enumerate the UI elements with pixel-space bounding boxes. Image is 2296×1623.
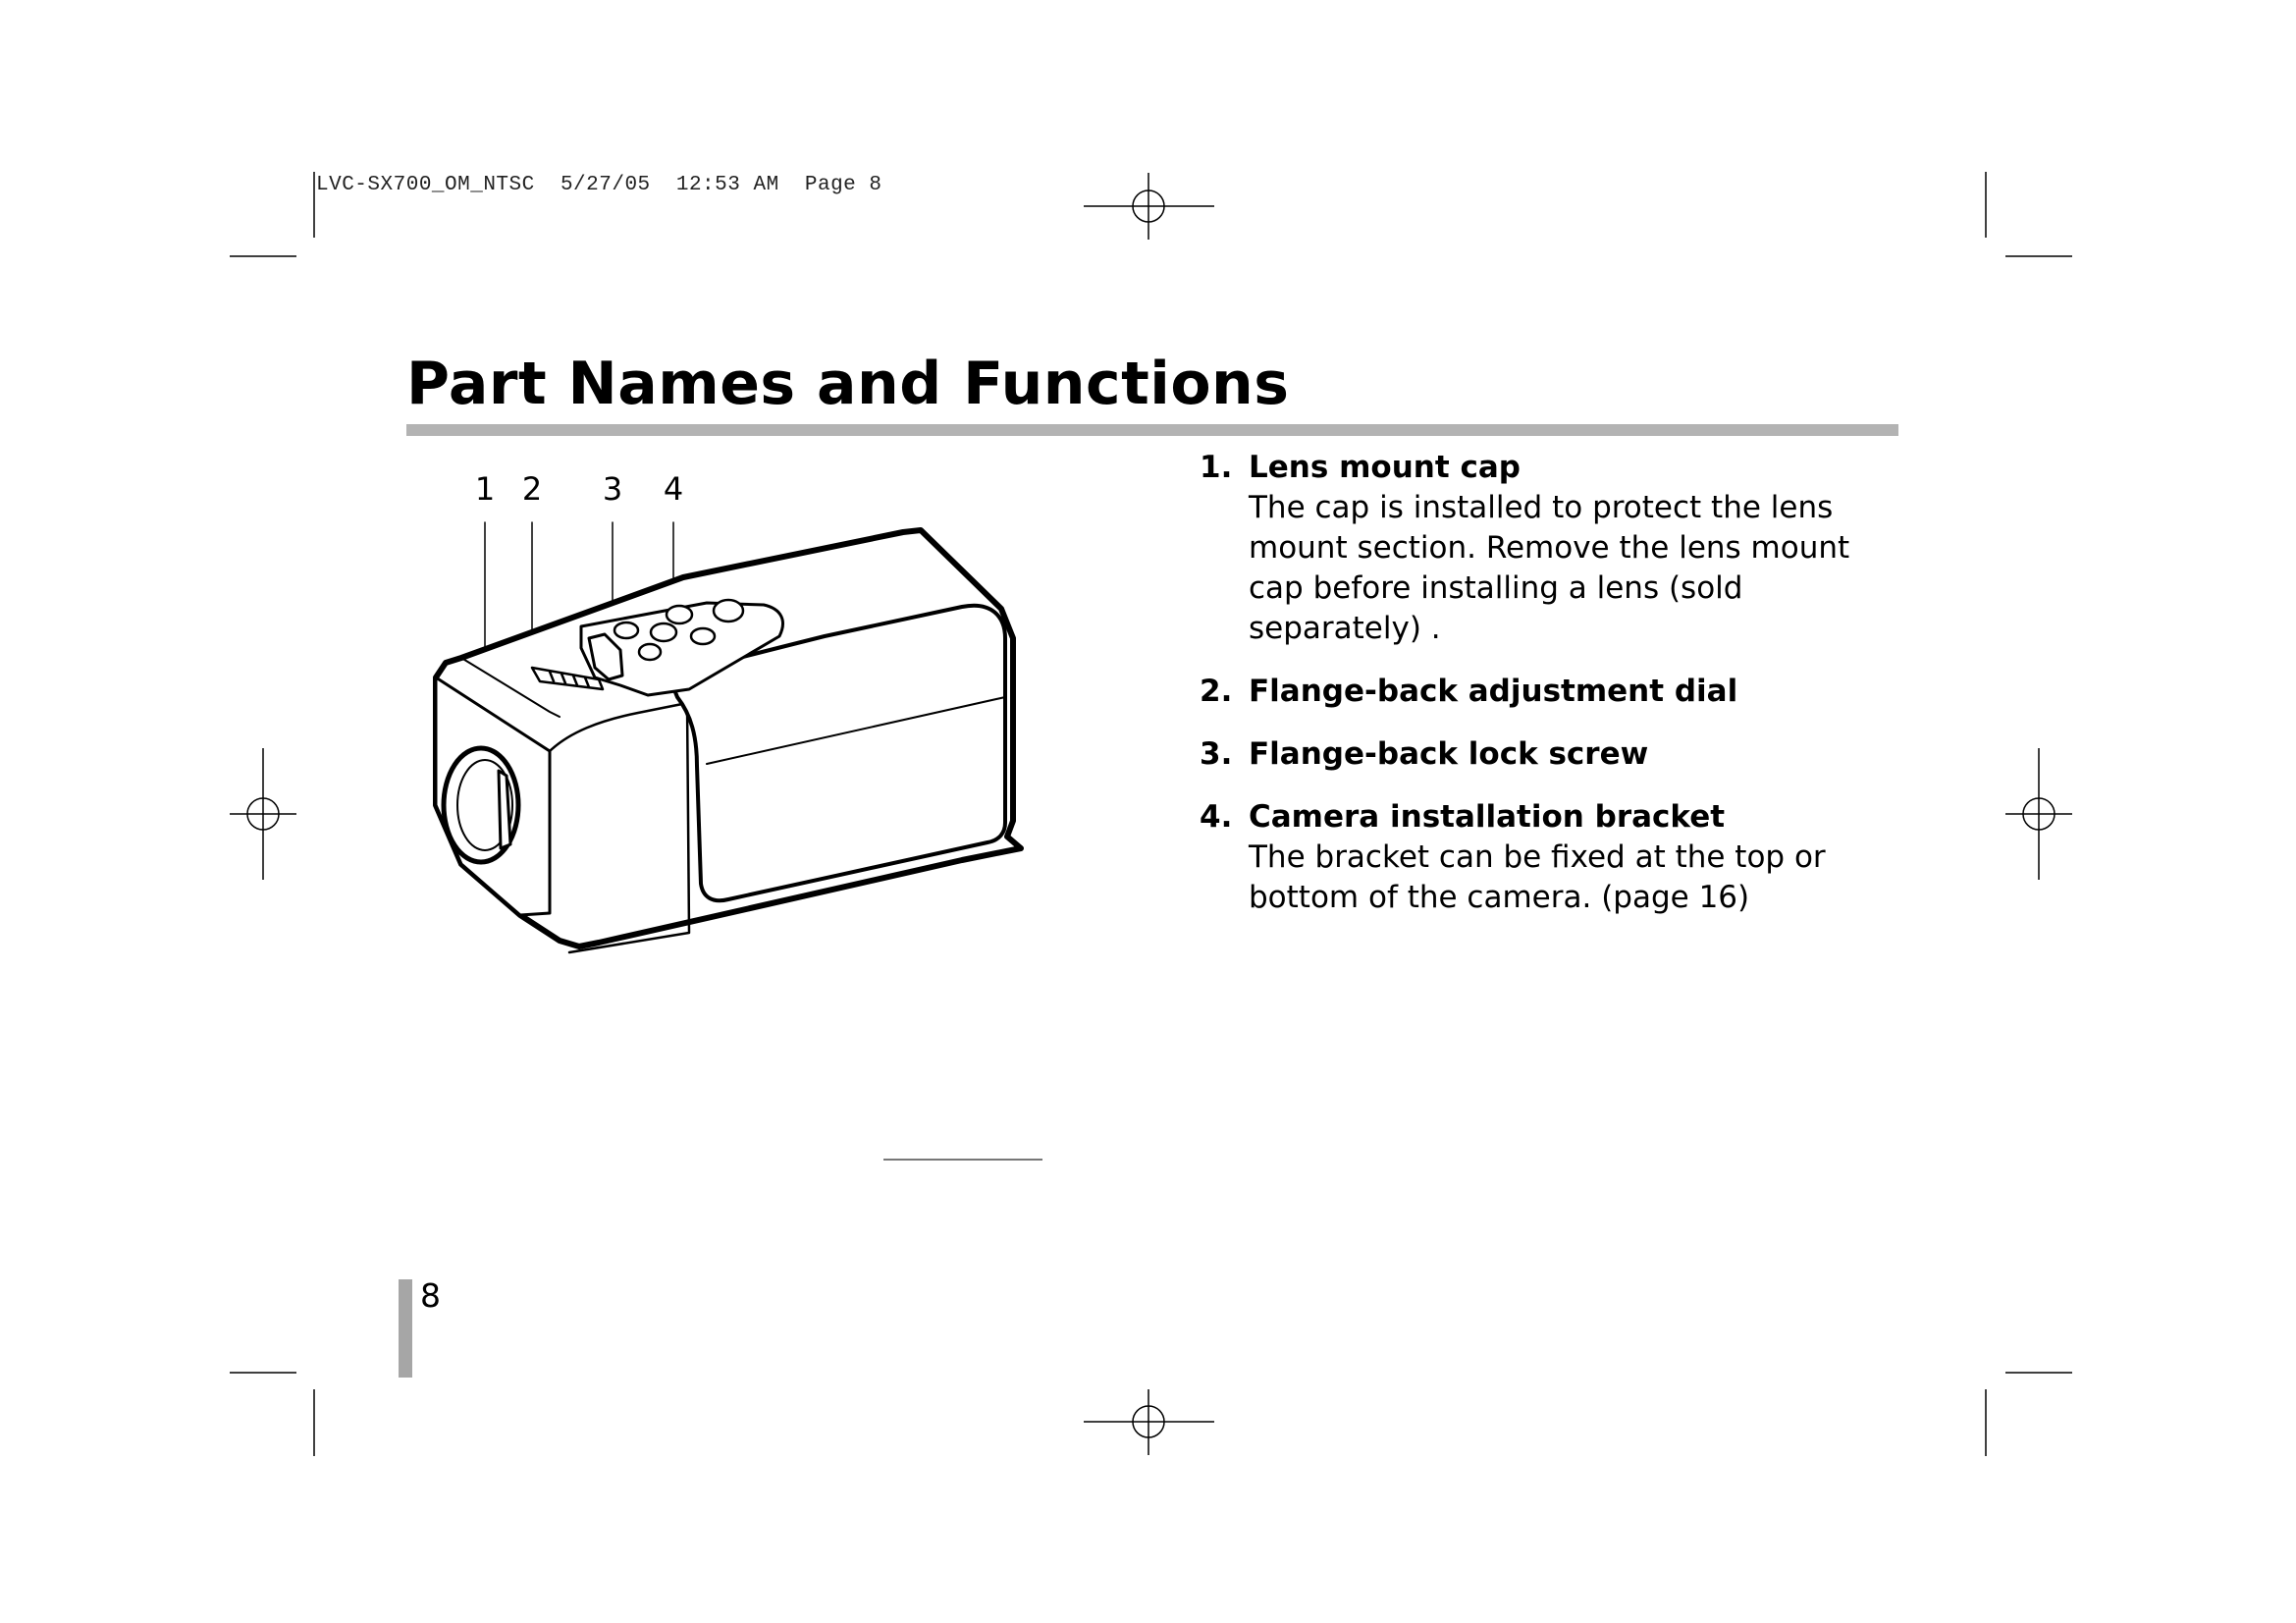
center-divider-line	[883, 1159, 1042, 1161]
page-title: Part Names and Functions	[406, 350, 1290, 418]
registration-mark-top	[1084, 173, 1214, 240]
part-name: Lens mount cap	[1249, 450, 1521, 485]
printer-slug-line: LVC-SX700_OM_NTSC 5/27/05 12:53 AM Page 8	[316, 174, 882, 196]
callout-1: 1	[474, 470, 496, 508]
part-number: 4.	[1200, 799, 1233, 835]
title-underline-bar	[406, 424, 1898, 436]
registration-mark-left	[230, 748, 296, 880]
registration-mark-bottom	[1084, 1389, 1214, 1455]
crop-mark-bottom-right	[1986, 1373, 2072, 1456]
part-item-lens-mount-cap	[1200, 448, 1906, 649]
callout-2: 2	[521, 470, 543, 508]
lens-mount-cap	[444, 748, 518, 862]
crop-mark-bottom-left	[230, 1373, 314, 1456]
part-name: Flange-back lock screw	[1249, 736, 1649, 772]
part-item-camera-installation-bracket	[1200, 797, 1906, 918]
page-number-tab	[399, 1279, 412, 1378]
part-item-flange-back-lock-screw	[1200, 734, 1906, 775]
part-number: 2.	[1200, 674, 1233, 709]
callout-3: 3	[602, 470, 623, 508]
callout-4: 4	[663, 470, 684, 508]
part-item-flange-back-adjustment-dial	[1200, 672, 1906, 712]
registration-mark-right	[2005, 748, 2072, 880]
part-number: 3.	[1200, 736, 1233, 772]
crop-mark-top-right	[1986, 172, 2072, 256]
parts-list	[1200, 448, 1906, 941]
part-number: 1.	[1200, 450, 1233, 485]
page-number: 8	[420, 1276, 441, 1315]
crop-mark-top-left	[230, 172, 314, 256]
part-name: Camera installation bracket	[1249, 799, 1726, 835]
part-description: The cap is installed to protect the lens mount section. Remove the lens mount cap before installing a lens (sold separately) .	[1249, 490, 1850, 646]
part-description: The bracket can be fixed at the top or bottom of the camera. (page 16)	[1249, 839, 1826, 915]
camera-illustration	[412, 511, 1060, 962]
part-name: Flange-back adjustment dial	[1249, 674, 1738, 709]
